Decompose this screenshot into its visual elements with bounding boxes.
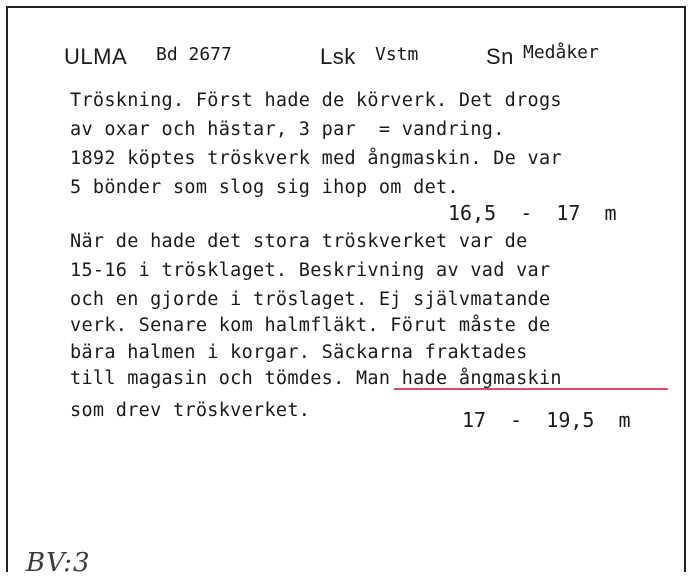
text-line: När de hade det stora tröskverket var de [70,231,528,252]
socken-value: Medåker [523,42,599,63]
text-line: och en gjorde i tröslaget. Ej självmatande [70,289,551,310]
text-line: 5 bönder som slog sig ihop om det. [70,177,459,198]
volume-number: Bd 2677 [156,44,232,65]
text-line: 1892 köptes tröskverk med ångmaskin. De var [70,148,562,169]
red-underline [394,388,668,390]
text-line: 15-16 i trösklaget. Beskrivning av vad var [70,260,551,281]
landskap-label: Lsk [320,44,356,69]
page-reference: 17 - 19,5 m [462,408,631,432]
page-reference: 16,5 - 17 m [448,201,617,225]
text-line: som drev tröskverket. [70,400,311,421]
socken-label: Sn [486,44,514,69]
text-line: till magasin och tömdes. Man hade ångmaskin [70,368,562,389]
text-line: bära halmen i korgar. Säckarna fraktades [70,342,528,363]
landskap-value: Vstm [375,44,419,65]
text-line: av oxar och hästar, 3 par = vandring. [70,119,505,140]
archive-code: ULMA [64,44,128,69]
text-line: Tröskning. Först hade de körverk. Det drogs [70,90,562,111]
text-line: verk. Senare kom halmfläkt. Förut måste de [70,315,551,336]
handwritten-mark: BV:3 [26,548,91,578]
